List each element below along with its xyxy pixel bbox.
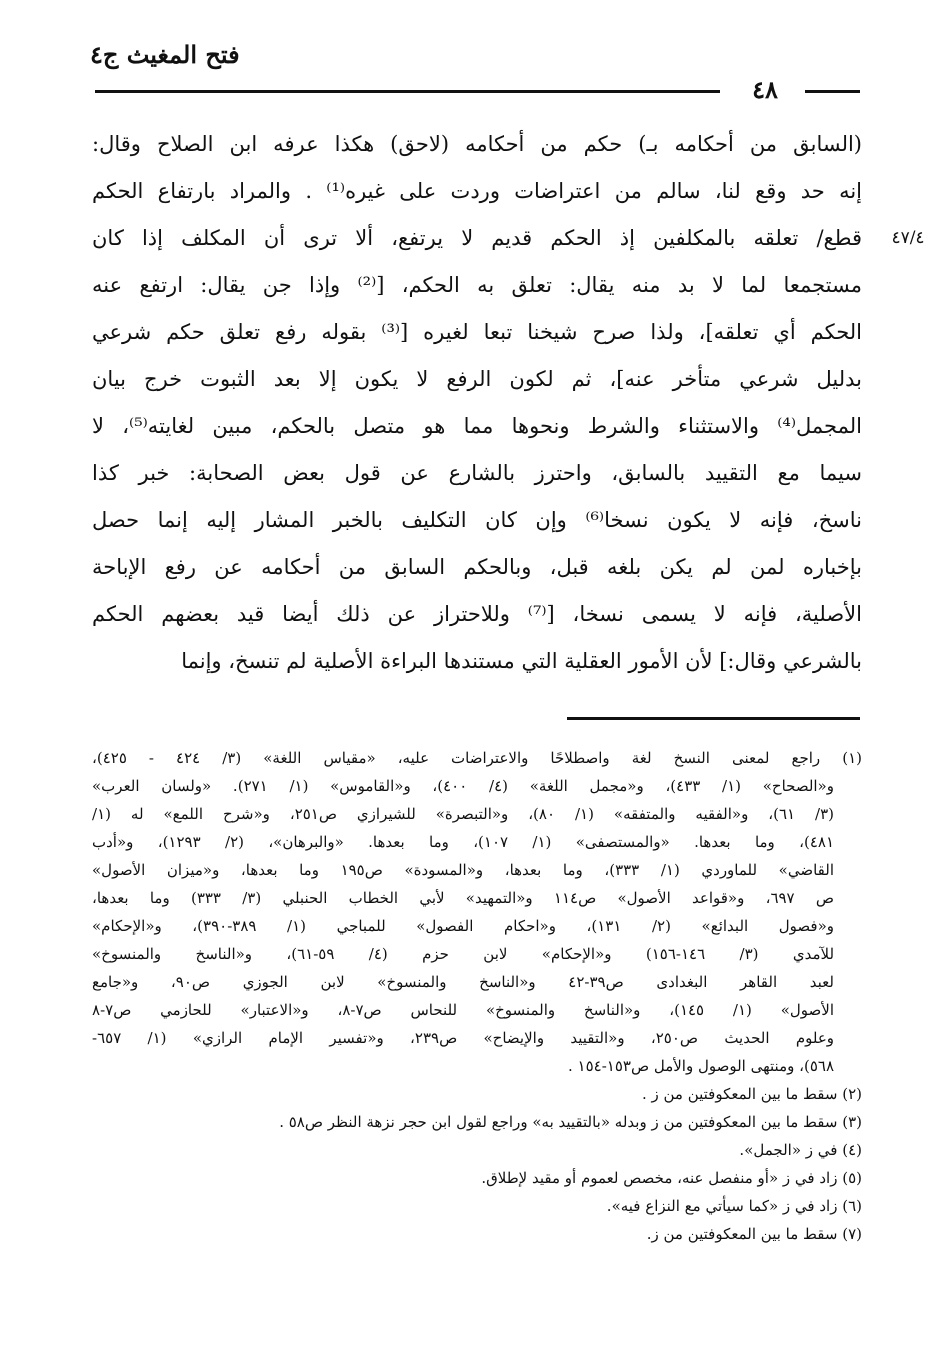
footnote-line: (١) راجع لمعنى النسخ لغة واصطلاحًا والاعتراضات عليه، «مقياس اللغة» (٣/ ٤٢٤ - ٤٢٥)، [92,749,862,767]
header-rule-short [805,90,860,93]
text-line: بالشرعي وقال:] لأن الأمور العقلية التي مستندها البراءة الأصلية لم تنسخ، وإنما [181,649,862,673]
text-line: قطع/ تعلقه بالمكلفين إذ الحكم قديم لا يرتفع، ألا ترى أن المكلف إذا كان [92,226,862,250]
footnote-line: وعلوم الحديث ص٢٥٠، و«التقييد والإيضاح» ص٢٣٩، و«تفسير الإمام الرازي» (١/ ٦٥٧- [92,1029,835,1047]
text-line: الأصلية، فإنه لا يسمى نسخا، [⁽⁷⁾ وللاحتراز عن ذلك أيضا قيد بعضهم الحكم [92,602,862,626]
footnote-5: (٥) زاد في ز «أو منفصل عنه، مخصص لعموم أو مقيد لإطلاق. [481,1169,862,1187]
text-line: (السابق من أحكامه بـ) حكم من أحكامه (لاحق) هكذا عرفه ابن الصلاح وقال: [92,132,862,156]
footnote-7: (٧) سقط ما بين المعكوفتين من ز. [646,1225,862,1243]
footnote-line: الأصول» (١/ ١٤٥)، و«الناسخ والمنسوخ» للنحاس ص٧-٨، و«الاعتبار» للحازمي ص٧-٨ [92,1001,834,1019]
footnote-line: و«فصول البدائع» (٢/ ١٣١)، و«احكام الفصول» للمباجي (١/ ٣٨٩-٣٩٠)، و«الإحكام» [92,917,835,935]
footnote-separator [567,717,860,720]
text-line: بإخباره لمن لم يكن بلغه قبل، وبالحكم السابق من أحكامه عن رفع الإباحة [92,555,862,579]
text-line: بدليل شرعي متأخر عنه]، ثم لكون الرفع لا يكون إلا بعد الثبوت خرج بيان [92,367,862,391]
footnote-line: لعبد القاهر البغدادى ص٣٩-٤٢ و«الناسخ والمنسوخ» لابن الجوزي ص٩٠، و«جامع [92,973,834,991]
text-line: ناسخ، فإنه لا يكون نسخا⁽⁶⁾ وإن كان التكليف بالخبر المشار إليه إنما حصل [92,508,862,532]
footnote-2: (٢) سقط ما بين المعكوفتين من ز . [641,1085,862,1103]
text-line: مستجمعا لما لا بد منه يقال: تعلق به الحكم، [⁽²⁾ وإذا جن يقال: ارتفع عنه [92,273,862,297]
footnote-3: (٣) سقط ما بين المعكوفتين من ز وبدله «بالتقييد به» وراجع لقول ابن حجر نزهة النظر ص٥٨ . [279,1113,862,1131]
footnote-line: ٤٨١)، وما بعدها. «والمستصفى» (١/ ١٠٧)، وما بعدها. «والبرهان»، (٢/ ١٢٩٣)، و«أدب [92,833,835,851]
text-line: إنه حد وقع لنا، سالم من اعتراضات وردت على غيره⁽¹⁾ . والمراد بارتفاع الحكم [92,179,862,203]
manuscript-folio-note: ٤٧/٤ [891,228,925,248]
footnote-line: ص ٦٩٧، و«قواعد الأصول» ص١١٤ و«التمهيد» لأبي الخطاب الحنبلي (٣/ ٣٣٣) وما بعدها، [92,889,834,907]
text-line: الحكم أي تعلقه]، ولذا صرح شيخنا تبعا لغيره [⁽³⁾ بقوله رفع تعلق حكم شرعي [92,320,862,344]
text-line: المجمل⁽⁴⁾ والاستثناء والشرط ونحوها مما هو متصل بالحكم، مبين لغايته⁽⁵⁾، لا [92,414,862,438]
header-rule [95,90,720,93]
footnote-line: و«الصحاح» (١/ ٤٣٣)، و«مجمل اللغة» (٤/ ٤٠٠)، و«القاموس» (١/ ٢٧١). «ولسان العرب» [92,777,834,795]
running-title: فتح المغيث ج٤ [90,40,240,69]
footnotes [92,745,862,1249]
footnote-line: للآمدي (٣/ ١٤٦-١٥٦) و«الإحكام» لابن حزم (٤/ ٥٩-٦١)، و«الناسخ والمنسوخ» [92,945,835,963]
footnote-line: القاضي» للماوردي (١/ ٣٣٣)، وما بعدها، و«المسودة» ص١٩٥ وما بعدها، و«ميزان الأصول» [92,861,834,879]
text-line: سيما مع التقييد بالسابق، واحترز بالشارع عن قول بعض الصحابة: خبر كذا [92,461,862,485]
footnote-1 [92,745,862,1081]
footnote-4: (٤) في ز «الجمل». [739,1141,862,1159]
footnote-line: (٣/ ٦١)، و«الفقيه والمتفقه» (١/ ٨٠)، و«التبصرة» للشيرازي ص٢٥١، و«شرح اللمع» له (١/ [92,805,834,823]
footnote-line: ٥٦٨)، ومنتهى الوصول والأمل ص١٥٣-١٥٤ . [567,1057,834,1075]
main-text [92,127,862,691]
footnote-6: (٦) زاد في ز «كما سيأتي مع النزاع فيه». [606,1197,862,1215]
page-number: ٤٨ [752,75,778,104]
